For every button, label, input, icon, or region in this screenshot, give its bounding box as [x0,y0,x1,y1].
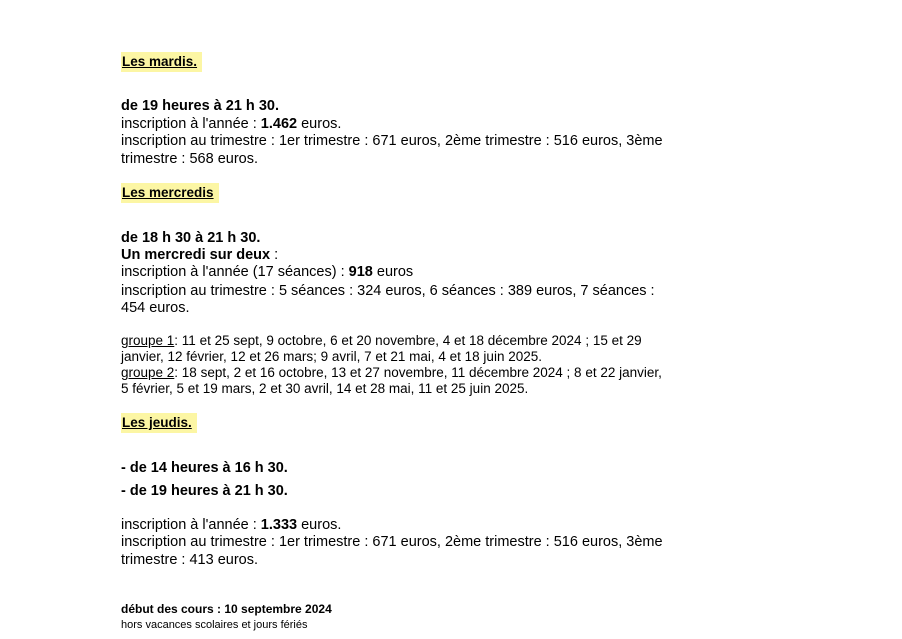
mardis-trimestre-line1: inscription au trimestre : 1er trimestre : 671 euros, 2ème trimestre : 516 euros, 3ème [121,133,663,149]
groupe1-line1: groupe 1: 11 et 25 sept, 9 octobre, 6 et 20 novembre, 4 et 18 décembre 2024 ; 15 et 29 [121,333,642,348]
mercredis-trimestre-line2: 454 euros. [121,300,190,316]
footer-note: hors vacances scolaires et jours fériés [121,619,308,631]
jeudis-time2: - de 19 heures à 21 h 30. [121,483,288,499]
jeudis-time1: - de 14 heures à 16 h 30. [121,460,288,476]
mercredis-annual: inscription à l'année (17 séances) : 918 euros [121,264,414,280]
mercredis-time: de 18 h 30 à 21 h 30. [121,230,261,246]
mercredis-heading: Les mercredis [121,185,219,201]
groupe2-line2: 5 février, 5 et 19 mars, 2 et 30 avril, 14 et 28 mai, 11 et 25 juin 2025. [121,381,529,396]
mardis-trimestre-line2: trimestre : 568 euros. [121,151,258,167]
mercredis-frequency: Un mercredi sur deux : [121,247,279,263]
mardis-heading: Les mardis. [121,54,202,70]
groupe2-label: groupe 2 [121,365,175,380]
jeudis-heading: Les jeudis. [121,415,197,431]
mardis-time: de 19 heures à 21 h 30. [121,98,279,114]
jeudis-trimestre-line2: trimestre : 413 euros. [121,552,258,568]
footer-start-date: début des cours : 10 septembre 2024 [121,602,332,616]
mercredis-trimestre-line1: inscription au trimestre : 5 séances : 324 euros, 6 séances : 389 euros, 7 séances : [121,283,655,299]
groupe1-label: groupe 1 [121,333,175,348]
groupe2-line1: groupe 2: 18 sept, 2 et 16 octobre, 13 et 27 novembre, 11 décembre 2024 ; 8 et 22 janvier, [121,365,662,380]
mercredis-annual-price: 918 [348,264,373,280]
mardis-annual: inscription à l'année : 1.462 euros. [121,116,342,132]
mardis-annual-price: 1.462 [260,116,298,132]
jeudis-annual: inscription à l'année : 1.333 euros. [121,517,342,533]
jeudis-trimestre-line1: inscription au trimestre : 1er trimestre : 671 euros, 2ème trimestre : 516 euros, 3ème [121,534,663,550]
groupe1-line2: janvier, 12 février, 12 et 26 mars; 9 avril, 7 et 21 mai, 4 et 18 juin 2025. [121,349,542,364]
jeudis-annual-price: 1.333 [260,517,298,533]
